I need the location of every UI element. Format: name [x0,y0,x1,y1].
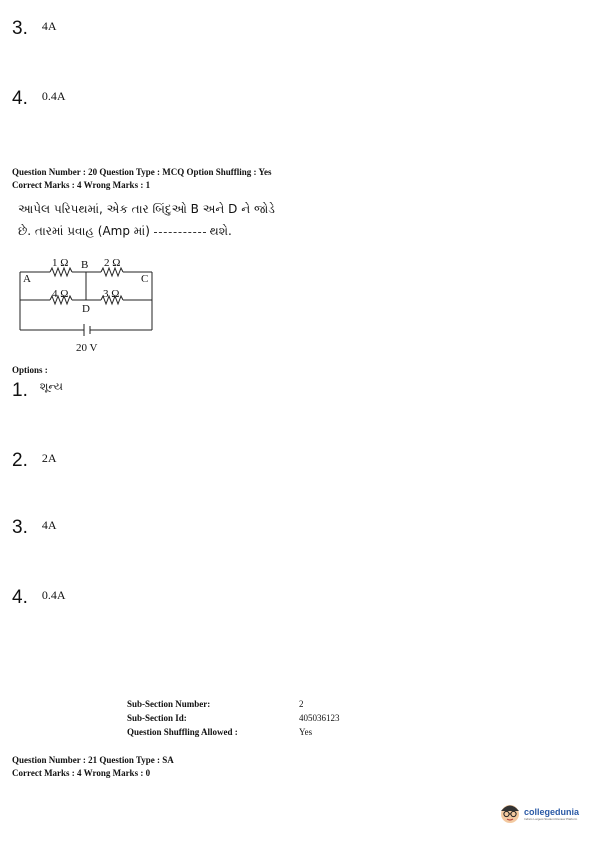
node-d-label: D [82,303,90,315]
option-text: શૂન્ય [39,380,63,393]
option-text: 0.4A [41,89,66,103]
option-text: 0.4A [41,588,66,602]
prev-option-3 [12,18,57,40]
prev-option-4 [12,88,66,110]
answer-blank [154,231,206,233]
label-r3: 4 Ω [52,288,69,300]
option-3 [12,517,57,539]
options-label: Options : [12,365,48,375]
node-c-label: C [141,273,149,285]
subsection-number-label: Sub-Section Number: [127,699,211,709]
marks-meta-line: Correct Marks : 4 Wrong Marks : 1 [12,180,151,190]
question-text-line-1: આપેલ પરિપથમાં, એક તાર બિંદુઓ B અને D ને જોડે [18,202,275,216]
option-text: 4A [41,19,57,33]
mascot-icon [499,802,521,826]
marks-meta-line: Correct Marks : 4 Wrong Marks : 0 [12,768,151,778]
option-1 [12,380,63,402]
question-text [18,198,275,242]
question-20-meta [12,166,271,192]
question-text-line-2 [18,220,275,242]
question-text-end: થશે. [209,224,232,238]
option-4 [12,587,66,609]
label-r1: 1 Ω [52,257,69,269]
option-number: 4. [12,88,28,109]
option-number: 3. [12,517,28,538]
option-text: 4A [41,518,57,532]
option-text: 2A [41,451,57,465]
option-number: 1. [12,380,28,401]
question-shuffling-label: Question Shuffling Allowed : [127,727,238,737]
subsection-id-label: Sub-Section Id: [127,713,187,723]
question-shuffling-value: Yes [299,727,313,737]
option-2 [12,450,57,472]
circuit-diagram [14,250,164,360]
label-r4: 3 Ω [103,288,120,300]
option-number: 3. [12,18,28,39]
resistor-2ohm [101,268,123,276]
subsection-id-value: 405036123 [299,713,340,723]
option-number: 2. [12,450,28,471]
label-r2: 2 Ω [104,257,121,269]
resistor-1ohm [50,268,72,276]
node-b-label: B [81,259,89,271]
question-21-meta [12,754,174,780]
question-meta-line: Question Number : 20 Question Type : MCQ Option Shuffling : Yes [12,167,272,177]
subsection-info [127,697,340,739]
logo-tagline: India's Largest Student Review Platform [524,817,578,821]
question-text-part: છે. તારમાં પ્રવાહ (Amp માં) [18,224,150,238]
question-meta-line: Question Number : 21 Question Type : SA [12,755,174,765]
option-number: 4. [12,587,28,608]
subsection-number-value: 2 [299,699,304,709]
node-a-label: A [23,273,31,285]
logo-wordmark: collegedunia [524,807,580,817]
voltage-label: 20 V [76,342,98,354]
collegedunia-logo [499,802,579,826]
